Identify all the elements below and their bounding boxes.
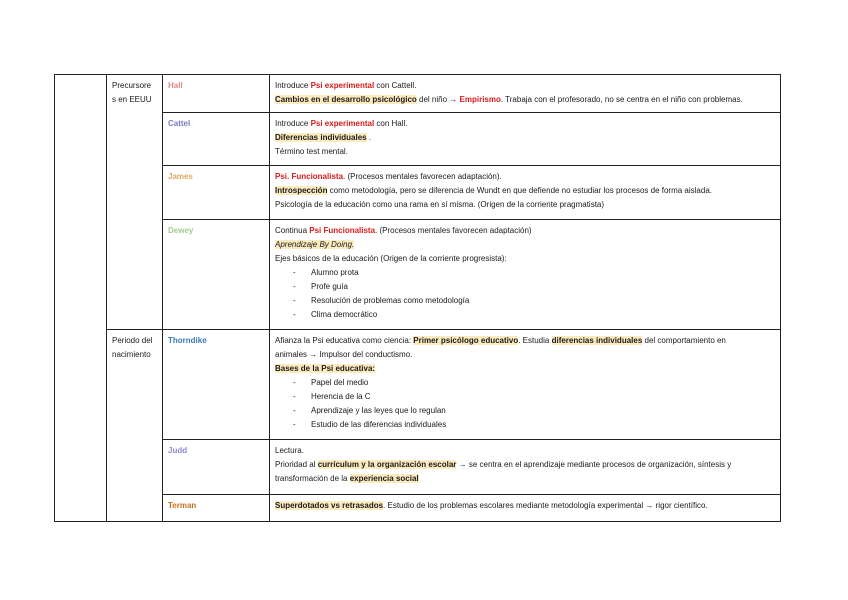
highlight-red: Psi experimental <box>310 81 375 90</box>
cattel-line-3: Término test mental. <box>275 147 348 156</box>
text: del niño → <box>416 95 460 104</box>
text: Introduce <box>275 119 311 128</box>
table-row-dewey <box>55 220 781 330</box>
highlight: diferencias individuales <box>551 336 643 345</box>
highlight-red: Psi. Funcionalista <box>275 172 344 181</box>
terman-line-1 <box>275 499 775 513</box>
highlight-red: Empirismo <box>459 95 501 104</box>
list-item: - Papel del medio <box>293 376 775 390</box>
highlight: Superdotados vs retrasados <box>275 501 384 510</box>
group-cell-birth <box>107 330 163 522</box>
text: Continua <box>275 226 310 235</box>
content-cell-hall <box>270 75 781 113</box>
author-cell-dewey <box>163 220 270 330</box>
empty-first-column <box>55 75 107 522</box>
highlight: experiencia social <box>349 474 419 483</box>
highlight: currículum y la organización escolar <box>317 460 457 469</box>
text: Introduce <box>275 81 311 90</box>
list-item: - Profe guía <box>293 280 775 294</box>
dewey-bullet-list <box>275 266 775 322</box>
author-dewey: Dewey <box>168 226 194 235</box>
list-item: - Alumno prota <box>293 266 775 280</box>
author-cell-judd <box>163 440 270 495</box>
list-item: - Resolución de problemas como metodología <box>293 294 775 308</box>
text: Afianza la Psi educativa como ciencia: <box>275 336 414 345</box>
author-hall: Hall <box>168 81 183 90</box>
text: . (Procesos mentales favorecen adaptación). <box>343 172 502 181</box>
highlight-red: Psi Funcionalista <box>309 226 376 235</box>
text: . Estudio de los problemas escolares mediante metodología experimental → rigor científico. <box>383 501 708 510</box>
text: con Cattell. <box>374 81 417 90</box>
author-cell-thorndike <box>163 330 270 440</box>
highlight: Diferencias individuales <box>275 133 367 142</box>
content-cell-thorndike <box>270 330 781 440</box>
dewey-line-3: Ejes básicos de la educación (Origen de la corriente progresista): <box>275 254 507 263</box>
judd-line-3 <box>275 472 775 486</box>
content-cell-cattel <box>270 113 781 166</box>
list-item: - Estudio de las diferencias individuales <box>293 418 775 432</box>
highlight: Primer psicólogo educativo <box>413 336 519 345</box>
group-cell-precursors <box>107 75 163 330</box>
thorndike-line-3 <box>275 362 775 376</box>
author-cell-james <box>163 166 270 220</box>
dewey-line-1 <box>275 224 775 238</box>
james-line-2 <box>275 184 775 198</box>
author-cell-terman <box>163 495 270 522</box>
content-cell-james <box>270 166 781 220</box>
author-judd: Judd <box>168 446 188 455</box>
text: como metodología, pero se diferencia de Wundt en que defiende no estudiar los procesos de forma aislada. <box>327 186 712 195</box>
author-terman: Terman <box>168 501 197 510</box>
text: con Hall. <box>374 119 408 128</box>
highlight: Aprendizaje By Doing. <box>275 240 355 249</box>
text: . <box>366 133 372 142</box>
dewey-line-2 <box>275 238 775 252</box>
author-cell-cattel <box>163 113 270 166</box>
thorndike-bullet-list <box>275 376 775 432</box>
thorndike-line-1 <box>275 334 775 348</box>
list-item: - Herencia de la C <box>293 390 775 404</box>
table-row-thorndike <box>55 330 781 440</box>
author-thorndike: Thorndike <box>168 336 207 345</box>
highlight: Introspección <box>275 186 328 195</box>
author-cell-hall <box>163 75 270 113</box>
content-cell-judd <box>270 440 781 495</box>
cattel-line-1 <box>275 117 775 131</box>
table-row-hall <box>55 75 781 113</box>
list-item: - Aprendizaje y las leyes que lo regulan <box>293 404 775 418</box>
text: → se centra en el aprendizaje mediante procesos de organización, síntesis y <box>456 460 732 469</box>
highlight: Bases de la Psi educativa: <box>275 364 376 373</box>
text: del comportamiento en <box>642 336 726 345</box>
psychology-history-table <box>54 74 781 522</box>
judd-line-1: Lectura. <box>275 446 304 455</box>
highlight: Cambios en el desarrollo psicológico <box>275 95 417 104</box>
text: Prioridad al <box>275 460 318 469</box>
thorndike-line-2: animales → Impulsor del conductismo. <box>275 350 413 359</box>
text: transformación de la <box>275 474 350 483</box>
text: . Estudia <box>518 336 552 345</box>
hall-line-2 <box>275 93 775 107</box>
judd-line-2 <box>275 458 775 472</box>
hall-line-1 <box>275 79 775 93</box>
text: . Trabaja con el profesorado, no se centra en el niño con problemas. <box>500 95 743 104</box>
james-line-1 <box>275 170 775 184</box>
content-cell-terman <box>270 495 781 522</box>
author-james: James <box>168 172 193 181</box>
content-cell-dewey <box>270 220 781 330</box>
highlight-red: Psi experimental <box>310 119 375 128</box>
table-row-terman <box>55 495 781 522</box>
group-label-birth: Periodo del nacimiento <box>112 336 153 359</box>
author-cattel: Cattel <box>168 119 191 128</box>
text: . (Procesos mentales favorecen adaptación) <box>375 226 532 235</box>
table-row-cattel <box>55 113 781 166</box>
cattel-line-2 <box>275 131 775 145</box>
table-row-judd <box>55 440 781 495</box>
list-item: - Clima democrático <box>293 308 775 322</box>
group-label-precursors: Precursore s en EEUU <box>112 81 152 104</box>
table-row-james <box>55 166 781 220</box>
james-line-3: Psicología de la educación como una rama en sí misma. (Origen de la corriente pragmatista) <box>275 200 605 209</box>
